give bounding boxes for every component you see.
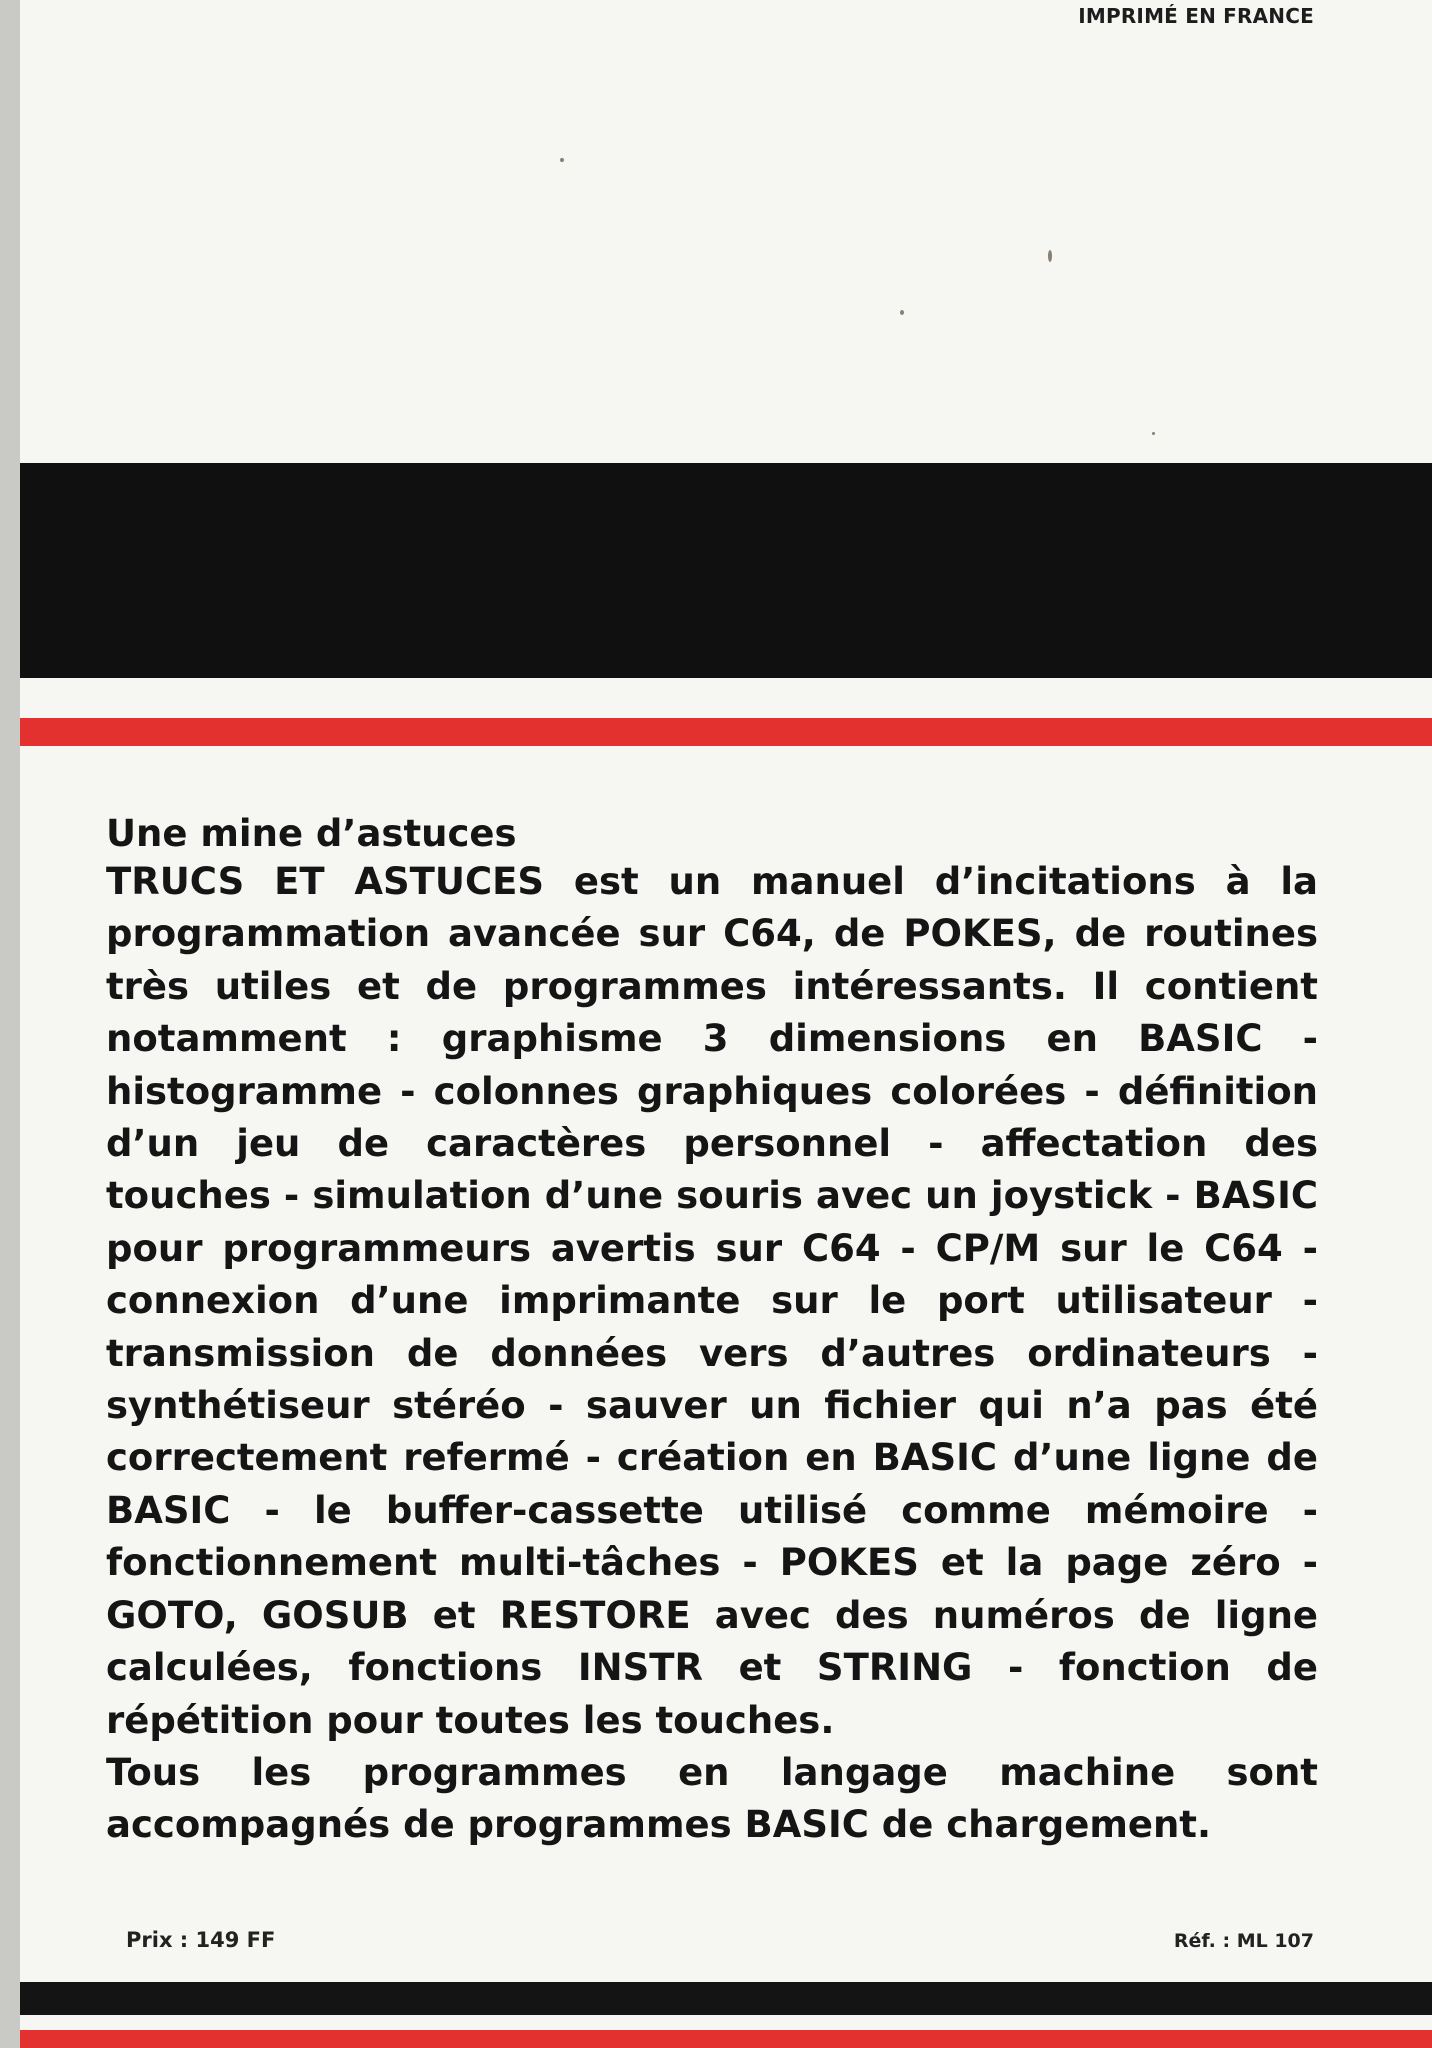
paper-speck [900,310,904,315]
paper-speck [1152,432,1155,435]
paper-speck [1048,250,1052,262]
description-paragraph: TRUCS ET ASTUCES est un manuel d’incitations à la programmation avancée sur C64, de POKES, de routines très utiles et de programmes intéressants. Il contient notamment : graphisme 3 dimensions en BASIC - histogramme - colonnes graphiques colorées - définition d’un jeu de caractères personnel - affectation des touches - simulation d’une souris avec un joystick - BASIC pour programmeurs avertis sur C64 - CP/M sur le C64 - connexion d’une imprimante sur le port utilisateur - transmission de données vers d’autres ordinateurs - synthétiseur stéréo - sauver un fichier qui n’a pas été correctement refermé - création en BASIC d’une ligne de BASIC - le buffer-cassette utilisé comme mémoire - fonctionnement multi-tâches - POKES et la page zéro - GOTO, GOSUB et RESTORE avec des numéros de ligne calculées, fonctions INSTR et STRING - fonction de répétition pour toutes les touches. [106,860,1318,1742]
black-band-bottom [20,1982,1432,2015]
paper-speck [560,158,564,162]
red-stripe-bottom [20,2030,1432,2048]
closing-paragraph: Tous les programmes en langage machine sont accompagnés de programmes BASIC de chargement. [106,1750,1318,1847]
reference-label: Réf. : ML 107 [1173,1930,1314,1952]
section-heading: Une mine d’astuces [106,812,517,855]
price-label: Prix : 149 FF [126,1928,276,1952]
black-band [20,463,1432,678]
printed-in-france-label: IMPRIMÉ EN FRANCE [1078,4,1314,28]
description-block [106,812,1318,1852]
red-stripe-top [20,718,1432,746]
